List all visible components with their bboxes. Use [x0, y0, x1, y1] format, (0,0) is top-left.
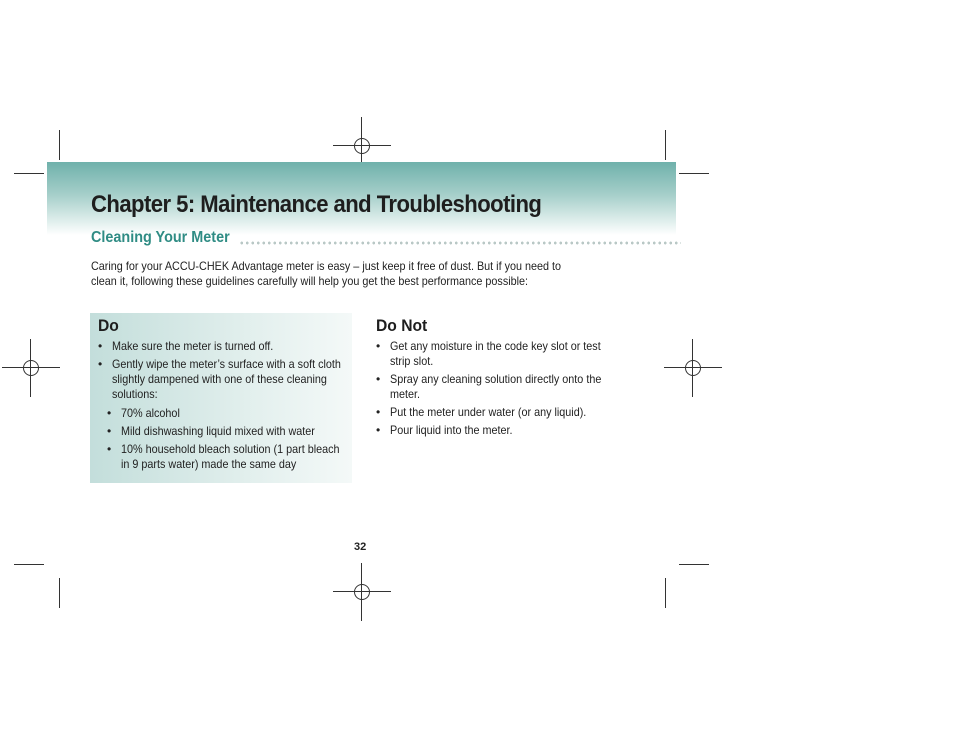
- list-item: • Make sure the meter is turned off.: [98, 339, 354, 354]
- crop-mark: [679, 173, 709, 174]
- list-item: • 10% household bleach solution (1 part bleach in 9 parts water) made the same day: [107, 442, 347, 472]
- section-title: Cleaning Your Meter: [91, 229, 230, 246]
- dotted-rule: [239, 241, 681, 245]
- crop-mark: [665, 578, 666, 608]
- crop-mark: [679, 564, 709, 565]
- do-list: [98, 339, 354, 405]
- registration-mark-left: [2, 339, 60, 397]
- list-item: • Spray any cleaning solution directly onto the meter.: [376, 372, 616, 402]
- page-number: 32: [354, 541, 367, 553]
- registration-mark-bottom: [333, 563, 391, 621]
- list-item: • Pour liquid into the meter.: [376, 423, 616, 438]
- do-not-list: [376, 339, 616, 441]
- do-heading: Do: [98, 316, 119, 335]
- intro-paragraph: Caring for your ACCU-CHEK Advantage meter is easy – just keep it free of dust. But if you need to clean it, following these guidelines carefully will help you get the best performance possible:: [91, 259, 562, 288]
- list-item: • 70% alcohol: [107, 406, 347, 421]
- list-item: • Mild dishwashing liquid mixed with water: [107, 424, 347, 439]
- list-item: • Put the meter under water (or any liquid).: [376, 405, 616, 420]
- crop-mark: [59, 578, 60, 608]
- crop-mark: [14, 173, 44, 174]
- list-item: • Gently wipe the meter’s surface with a soft cloth slightly dampened with one of these cleaning solutions:: [98, 357, 354, 402]
- do-sub-list: [107, 406, 347, 475]
- crop-mark: [665, 130, 666, 160]
- do-not-heading: Do Not: [376, 316, 428, 335]
- registration-mark-right: [664, 339, 722, 397]
- crop-mark: [59, 130, 60, 160]
- crop-mark: [14, 564, 44, 565]
- list-item: • Get any moisture in the code key slot or test strip slot.: [376, 339, 616, 369]
- chapter-title: Chapter 5: Maintenance and Troubleshooting: [91, 191, 542, 218]
